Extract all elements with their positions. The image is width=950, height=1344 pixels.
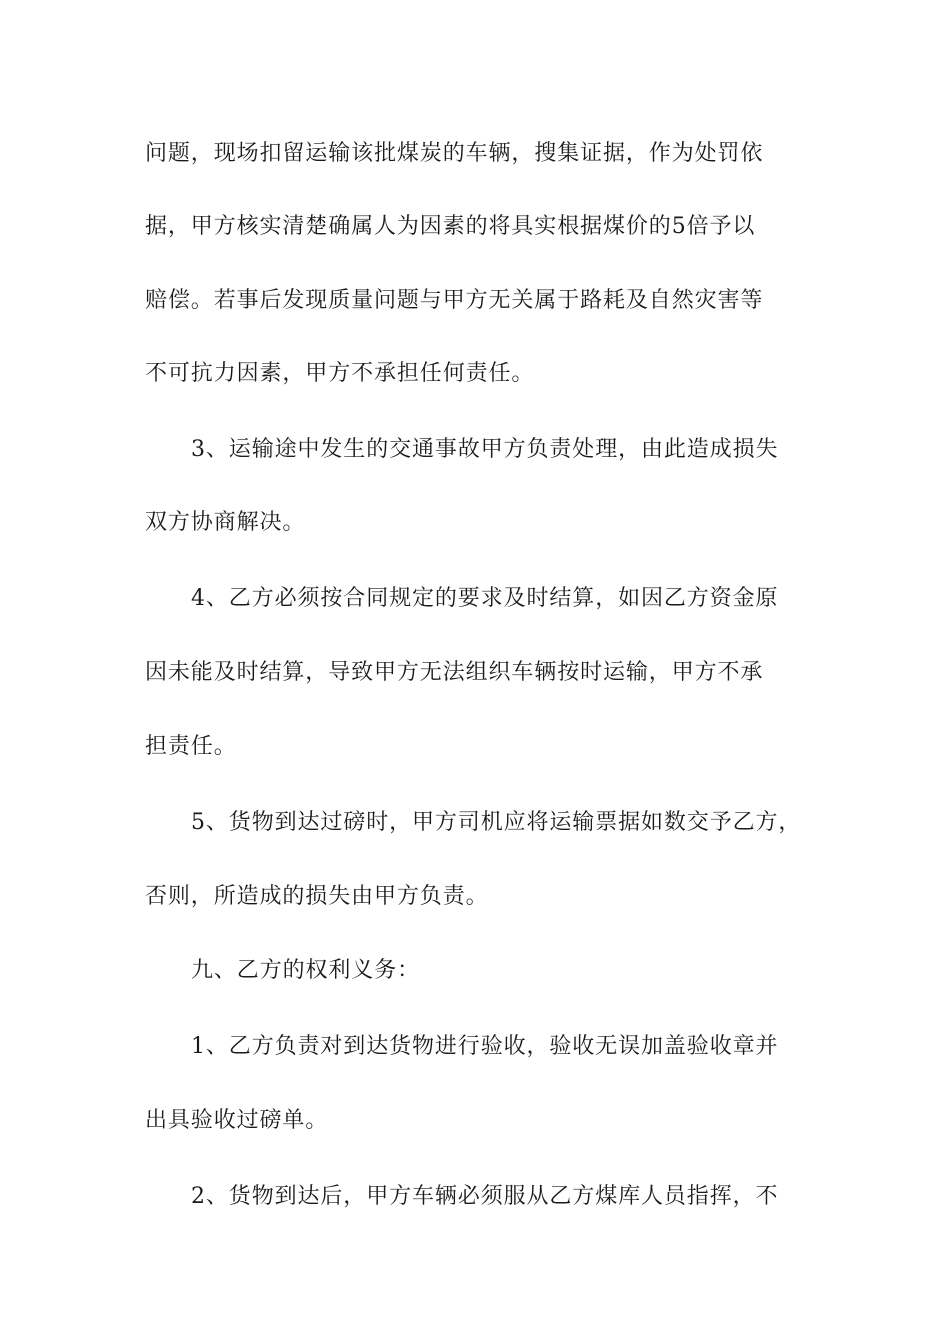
paragraph-line: 不可抗力因素，甲方不承担任何责任。: [145, 361, 535, 386]
paragraph-line: 1、乙方负责对到达货物进行验收，验收无误加盖验收章并: [191, 1034, 779, 1059]
paragraph-line: 双方协商解决。: [145, 510, 306, 535]
paragraph-line: 出具验收过磅单。: [145, 1108, 329, 1133]
paragraph-line: 据，甲方核实清楚确属人为因素的将具实根据煤价的5倍予以: [145, 214, 756, 239]
section-heading: 九、乙方的权利义务：: [191, 958, 421, 983]
paragraph-line: 4、乙方必须按合同规定的要求及时结算，如因乙方资金原: [191, 586, 779, 611]
paragraph-line: 因未能及时结算，导致甲方无法组织车辆按时运输，甲方不承: [145, 660, 764, 685]
paragraph-line: 否则，所造成的损失由甲方负责。: [145, 884, 489, 909]
paragraph-line: 3、运输途中发生的交通事故甲方负责处理，由此造成损失: [191, 437, 779, 462]
paragraph-line: 问题，现场扣留运输该批煤炭的车辆，搜集证据，作为处罚依: [145, 141, 764, 166]
paragraph-line: 5、货物到达过磅时，甲方司机应将运输票据如数交予乙方，: [191, 810, 802, 835]
paragraph-line: 2、货物到达后，甲方车辆必须服从乙方煤库人员指挥，不: [191, 1184, 779, 1209]
paragraph-line: 赔偿。若事后发现质量问题与甲方无关属于路耗及自然灾害等: [145, 288, 764, 313]
paragraph-line: 担责任。: [145, 734, 237, 759]
